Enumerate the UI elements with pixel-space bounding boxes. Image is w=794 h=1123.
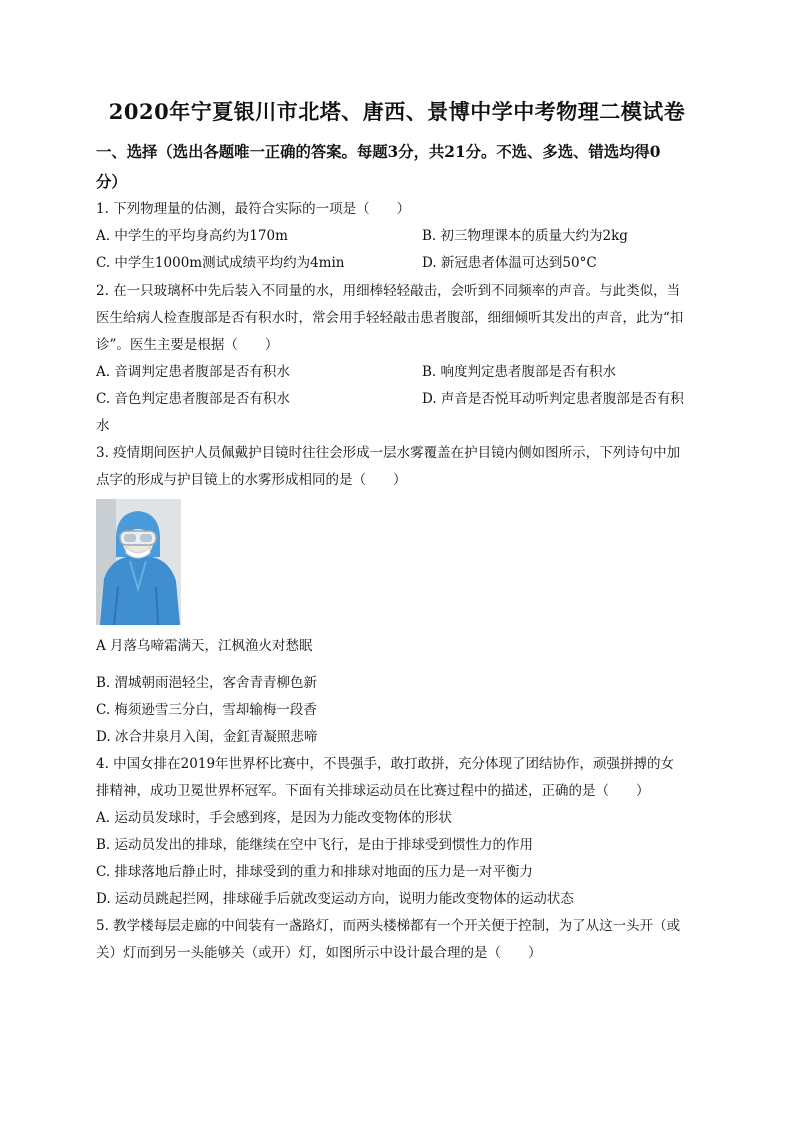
q5-stem-line1: 5. 教学楼每层走廊的中间装有一盏路灯，而两头楼梯都有一个开关便于控制，为了从这一头开（或 — [96, 918, 681, 934]
section-heading: 一、选择（选出各题唯一正确的答案。每题3分，共21分。不选、多选、错选均得0 — [96, 142, 661, 161]
q4-stem-line2: 排精神，成功卫冕世界杯冠军。下面有关排球运动员在比赛过程中的描述，正确的是（ ） — [96, 783, 650, 799]
q3-option-c: C. 梅须逊雪三分白，雪却输梅一段香 — [96, 702, 317, 718]
q3-option-d: D. 冰合井泉月入闺，金釭青凝照悲啼 — [96, 729, 318, 745]
q2-stem-line1: 2. 在一只玻璃杯中先后装入不同量的水，用细棒轻轻敲击，会听到不同频率的声音。与此类似，当 — [96, 283, 681, 299]
q2-option-d: D. 声音是否悦耳动听判定患者腹部是否有积 — [422, 391, 684, 407]
q2-option-a: A. 音调判定患者腹部是否有积水 — [96, 364, 290, 380]
q4-option-c: C. 排球落地后静止时，排球受到的重力和排球对地面的压力是一对平衡力 — [96, 864, 533, 880]
q3-stem-line1: 3. 疫情期间医护人员佩戴护目镜时往往会形成一层水雾覆盖在护目镜内侧如图所示，下列诗句中加 — [96, 445, 681, 461]
q2-stem-line3: 诊”。医生主要是根据（ ） — [96, 337, 279, 353]
q3-stem-line2: 点字的形成与护目镜上的水雾形成相同的是（ ） — [96, 472, 407, 488]
q4-option-d: D. 运动员跳起拦网，排球碰手后就改变运动方向，说明力能改变物体的运动状态 — [96, 891, 574, 907]
q1-stem: 1. 下列物理量的估测，最符合实际的一项是（ ） — [96, 201, 411, 217]
q1-option-d: D. 新冠患者体温可达到50°C — [422, 255, 597, 271]
q4-option-a: A. 运动员发球时，手会感到疼，是因为力能改变物体的形状 — [96, 810, 452, 826]
medical-worker-photo — [96, 499, 181, 625]
q2-option-d-cont: 水 — [96, 418, 110, 434]
q1-option-a: A. 中学生的平均身高约为170m — [96, 228, 288, 244]
q1-option-c: C. 中学生1000m测试成绩平均约为4min — [96, 255, 345, 271]
q2-stem-line2: 医生给病人检查腹部是否有积水时，常会用手轻轻敲击患者腹部，细细倾听其发出的声音，此为“扣 — [96, 310, 684, 326]
section-heading-cont: 分） — [96, 172, 127, 191]
q3-option-b: B. 渭城朝雨浥轻尘，客舍青青柳色新 — [96, 675, 318, 691]
q1-option-b: B. 初三物理课本的质量大约为2kg — [422, 228, 628, 244]
q2-option-c: C. 音色判定患者腹部是否有积水 — [96, 391, 290, 407]
q2-option-b: B. 响度判定患者腹部是否有积水 — [422, 364, 617, 380]
q5-stem-line2: 关）灯而到另一头能够关（或开）灯，如图所示中设计最合理的是（ ） — [96, 945, 542, 961]
q4-option-b: B. 运动员发出的排球，能继续在空中飞行，是由于排球受到惯性力的作用 — [96, 837, 534, 853]
q3-option-a: A 月落乌啼霜满天，江枫渔火对愁眠 — [96, 638, 313, 654]
q4-stem-line1: 4. 中国女排在2019年世界杯比赛中，不畏强手，敢打敢拼，充分体现了团结协作，顽强拼搏的女 — [96, 756, 675, 772]
exam-title: 2020年宁夏银川市北塔、唐西、景博中学中考物理二模试卷 — [108, 99, 686, 124]
